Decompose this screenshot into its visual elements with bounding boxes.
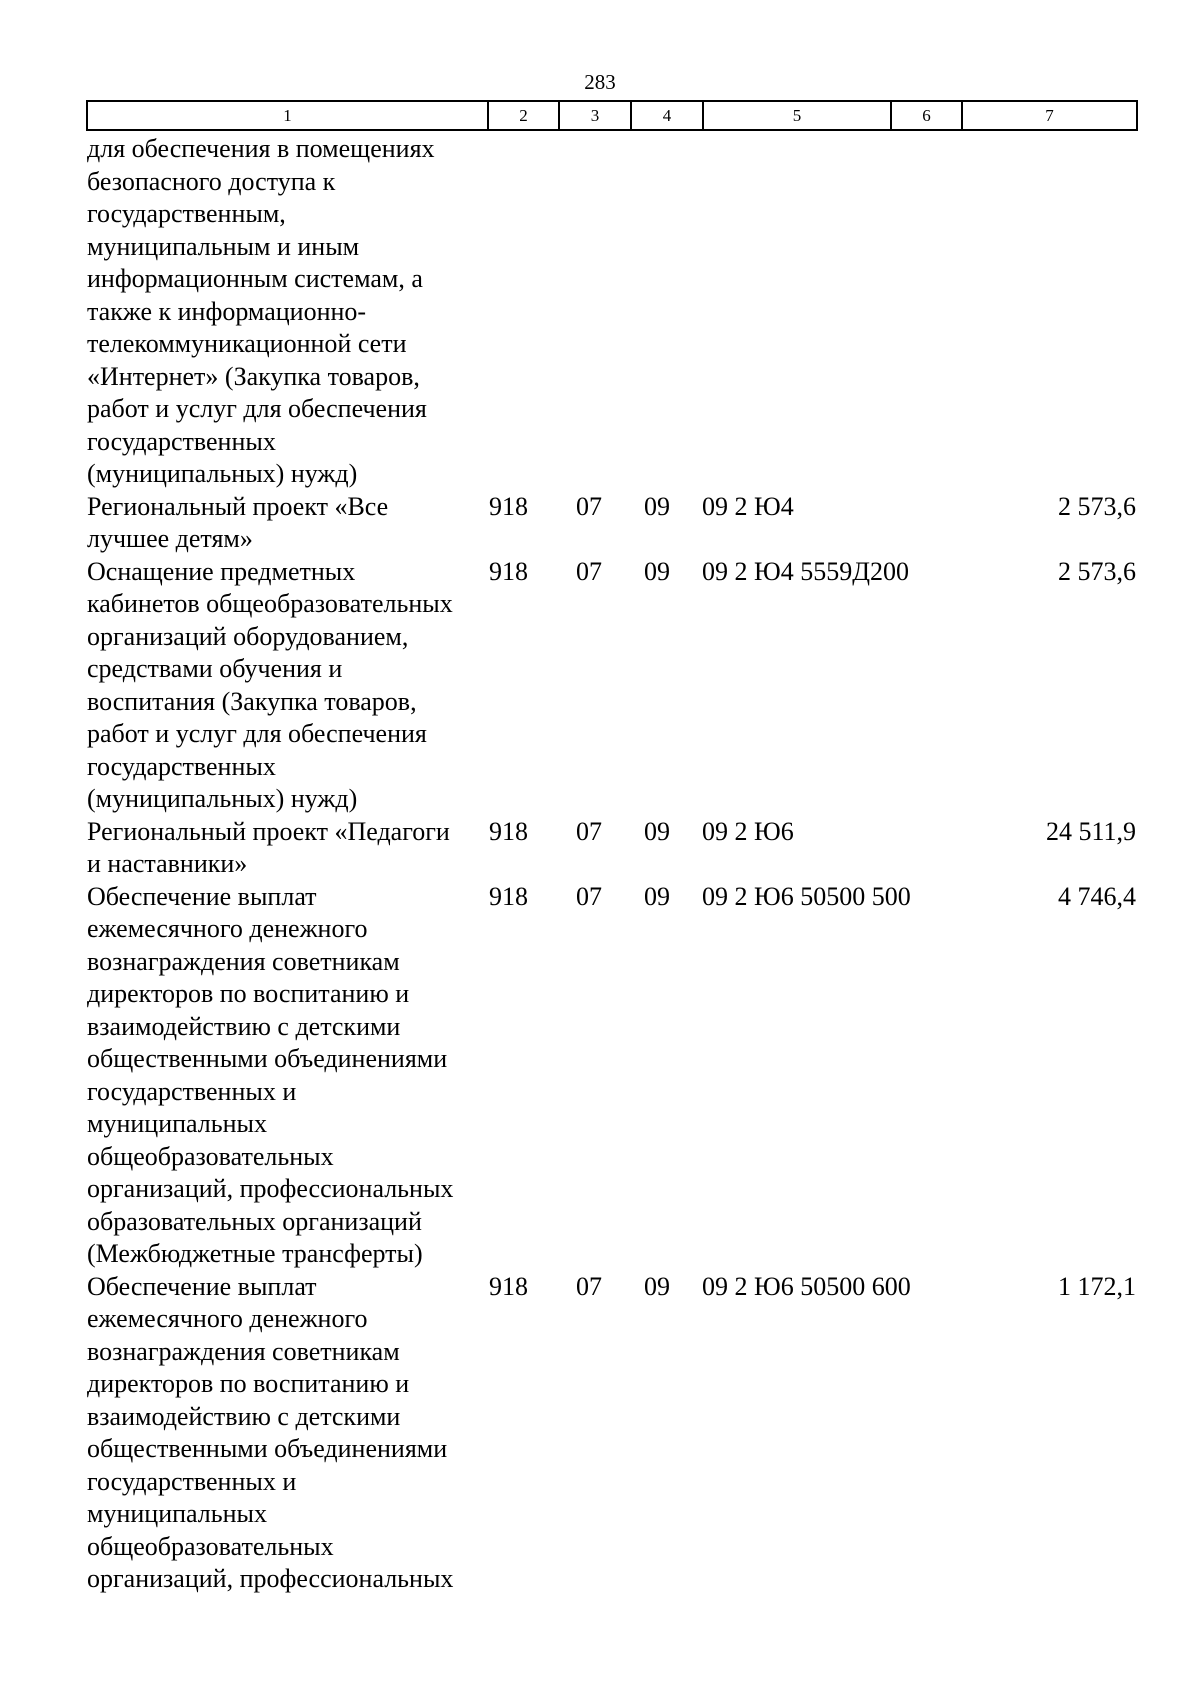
table-row	[86, 816, 1136, 881]
amount: 2 573,6	[1058, 491, 1136, 521]
row-description	[86, 881, 487, 1271]
description-line: лучшее детям»	[87, 524, 253, 553]
description-line: кабинетов общеобразовательных	[87, 589, 453, 618]
budget-table	[86, 133, 1136, 1596]
table-row	[86, 133, 1136, 491]
description-line: государственных и	[87, 1466, 297, 1496]
subsection-code	[630, 133, 702, 491]
description-line: государственных	[87, 426, 276, 456]
amount: 2 573,6	[1058, 556, 1136, 586]
description-line: образовательных организаций	[87, 1206, 422, 1236]
section-code	[558, 133, 630, 491]
amount: 1 172,1	[1058, 1271, 1136, 1301]
table-row	[86, 491, 1136, 556]
subsection-code: 09	[644, 491, 670, 521]
ministry-code: 918	[489, 881, 528, 911]
description-line: безопасного доступа к	[87, 166, 336, 196]
description-line: информационным системам, а	[87, 264, 423, 293]
subsection-code: 09	[644, 881, 670, 911]
ministry-code: 918	[489, 1271, 528, 1301]
description-line: (муниципальных) нужд)	[87, 459, 358, 488]
description-line: ежемесячного денежного	[87, 1304, 368, 1333]
table-row	[86, 556, 1136, 816]
expense-type-code	[890, 1271, 961, 1596]
target-article-code: 09 2 Ю4 5559Д200	[702, 556, 909, 586]
row-description	[86, 556, 487, 816]
row-description	[86, 1271, 487, 1596]
description-line: общеобразовательных	[87, 1141, 334, 1171]
description-line: телекоммуникационной сети	[87, 329, 407, 358]
description-line: муниципальных	[87, 1499, 268, 1528]
description-line: Оснащение предметных	[87, 556, 356, 586]
description-line: и наставники»	[87, 849, 248, 878]
description-line: вознаграждения советникам	[87, 1336, 400, 1366]
row-description	[86, 133, 487, 491]
subsection-code: 09	[644, 1271, 670, 1301]
description-line: государственных и	[87, 1076, 297, 1106]
description-line: воспитания (Закупка товаров,	[87, 686, 417, 716]
target-article-code: 09 2 Ю6	[702, 816, 794, 846]
table-row	[86, 881, 1136, 1271]
section-code: 07	[576, 816, 602, 846]
row-description	[86, 491, 487, 556]
amount	[961, 133, 1136, 491]
description-line: (муниципальных) нужд)	[87, 784, 358, 813]
description-line: (Межбюджетные трансферты)	[87, 1239, 423, 1268]
description-line: организаций, профессиональных	[87, 1564, 454, 1593]
amount: 24 511,9	[1045, 816, 1136, 846]
column-header: 3	[559, 101, 631, 130]
ministry-code: 918	[489, 491, 528, 521]
description-line: средствами обучения и	[87, 654, 343, 683]
column-header: 1	[87, 101, 488, 130]
description-line: для обеспечения в помещениях	[87, 134, 435, 163]
description-line: также к информационно-	[87, 296, 367, 326]
ministry-code: 918	[489, 556, 528, 586]
description-line: работ и услуг для обеспечения	[87, 394, 427, 423]
description-line: общеобразовательных	[87, 1531, 334, 1561]
expense-type-code	[890, 133, 961, 491]
row-description	[86, 816, 487, 881]
description-line: Региональный проект «Все	[87, 491, 389, 521]
description-line: Региональный проект «Педагоги	[87, 816, 450, 846]
target-article-code: 09 2 Ю6 50500 600	[702, 1271, 911, 1301]
ministry-code	[487, 133, 558, 491]
section-code: 07	[576, 491, 602, 521]
amount: 4 746,4	[1058, 881, 1136, 911]
target-article-code: 09 2 Ю6 50500 500	[702, 881, 911, 911]
target-article-code	[702, 133, 890, 491]
column-header: 5	[703, 101, 891, 130]
target-article-code: 09 2 Ю4	[702, 491, 794, 521]
description-line: общественными объединениями	[87, 1044, 448, 1073]
subsection-code: 09	[644, 816, 670, 846]
table-row	[86, 1271, 1136, 1596]
column-header-row	[87, 101, 1137, 130]
column-header: 4	[631, 101, 703, 130]
expense-type-code	[890, 881, 961, 1271]
expense-type-code	[890, 556, 961, 816]
description-line: директоров по воспитанию и	[87, 1369, 410, 1398]
column-header-table	[86, 100, 1138, 131]
description-line: взаимодействию с детскими	[87, 1011, 401, 1041]
description-line: общественными объединениями	[87, 1434, 448, 1463]
section-code: 07	[576, 881, 602, 911]
column-header: 6	[891, 101, 962, 130]
subsection-code: 09	[644, 556, 670, 586]
description-line: Обеспечение выплат	[87, 881, 317, 911]
description-line: организаций, профессиональных	[87, 1174, 454, 1203]
description-line: Обеспечение выплат	[87, 1271, 317, 1301]
description-line: директоров по воспитанию и	[87, 979, 410, 1008]
expense-type-code	[890, 816, 961, 881]
description-line: работ и услуг для обеспечения	[87, 719, 427, 748]
column-header: 7	[962, 101, 1137, 130]
section-code: 07	[576, 556, 602, 586]
ministry-code: 918	[489, 816, 528, 846]
expense-type-code	[890, 491, 961, 556]
description-line: муниципальным и иным	[87, 231, 360, 261]
description-line: организаций оборудованием,	[87, 621, 409, 651]
description-line: ежемесячного денежного	[87, 914, 368, 943]
description-line: муниципальных	[87, 1109, 268, 1138]
description-line: государственным,	[87, 199, 286, 228]
page-number: 283	[584, 70, 616, 94]
column-header: 2	[488, 101, 559, 130]
description-line: «Интернет» (Закупка товаров,	[87, 361, 420, 391]
description-line: государственных	[87, 751, 276, 781]
description-line: вознаграждения советникам	[87, 946, 400, 976]
description-line: взаимодействию с детскими	[87, 1401, 401, 1431]
section-code: 07	[576, 1271, 602, 1301]
